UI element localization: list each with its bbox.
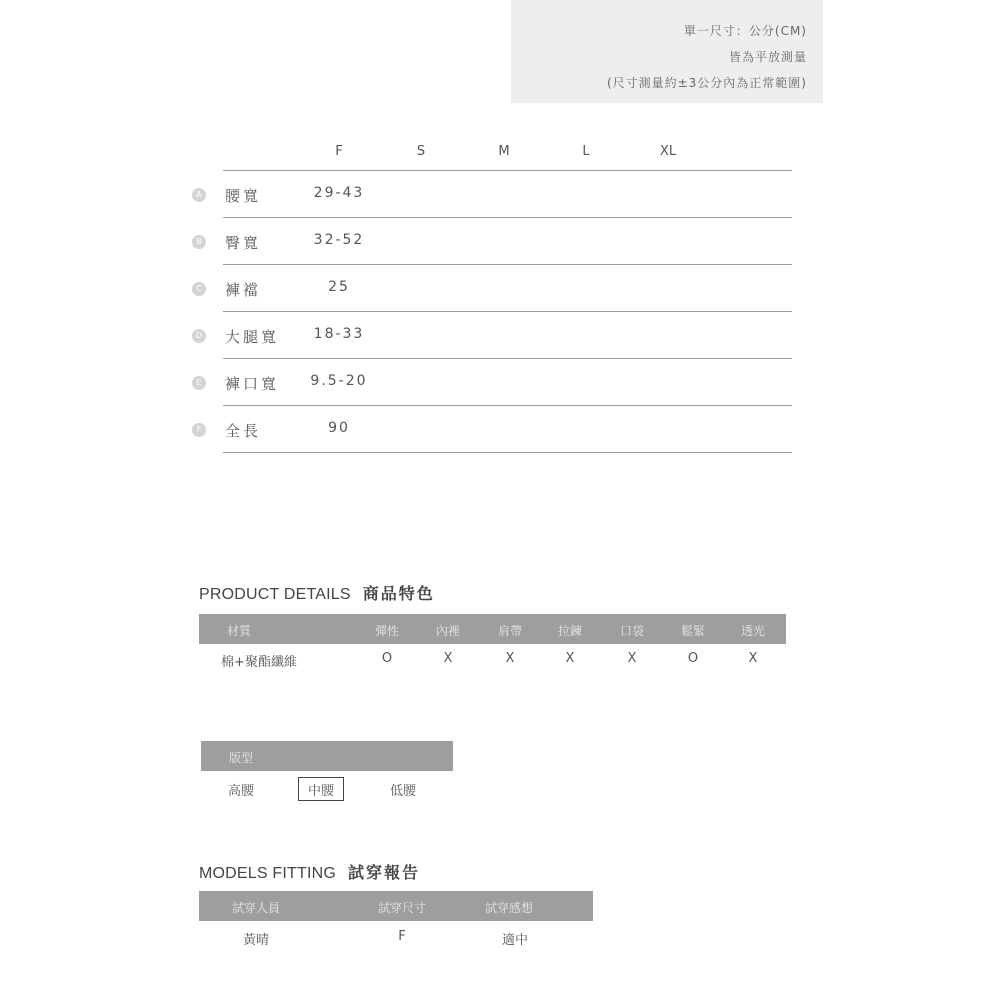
product-details-title: [199, 581, 435, 604]
header-zipper: 拉鍊: [557, 624, 583, 638]
note-tolerance: (尺寸測量約±3公分內為正常範圍): [606, 76, 807, 90]
fit-option-high: 高腰: [227, 784, 255, 799]
row-label: 褲口寬: [225, 375, 280, 393]
fit-header-label: 版型: [228, 751, 254, 765]
row-value-f: 18-33: [313, 326, 365, 342]
row-value-f: 9.5-20: [310, 373, 368, 389]
size-header-row: [223, 140, 792, 171]
header-waistband: 鬆緊: [680, 624, 706, 638]
row-marker-icon: C: [192, 282, 206, 296]
product-details-title-zh: 商品特色: [362, 584, 435, 603]
header-material: 材質: [226, 624, 252, 638]
row-marker-icon: B: [192, 235, 206, 249]
size-row-thigh: [195, 312, 792, 359]
size-row-waist: [196, 171, 792, 218]
value-zipper: X: [565, 651, 575, 666]
note-unit: 單一尺寸：公分(CM): [683, 24, 807, 38]
fit-option-low: 低腰: [389, 784, 417, 799]
fit-header: [201, 741, 453, 771]
row-label: 臀寬: [225, 234, 262, 252]
header-lining: 內裡: [435, 624, 461, 638]
row-label: 大腿寬: [225, 328, 280, 346]
header-straps: 肩帶: [497, 624, 523, 638]
value-fit-size: F: [398, 929, 406, 944]
size-header-m: M: [498, 144, 510, 159]
size-header-f: F: [335, 144, 343, 159]
fit-options: [201, 780, 453, 800]
row-label: 褲襠: [225, 281, 262, 299]
models-fitting-values: [199, 929, 593, 949]
header-sheerness: 透光: [740, 624, 766, 638]
row-value-f: 29-43: [313, 185, 365, 201]
value-pockets: X: [627, 651, 637, 666]
value-lining: X: [443, 651, 453, 666]
size-row-rise: [196, 265, 792, 312]
models-fitting-title-zh: 試穿報告: [348, 863, 421, 882]
header-fit-size: 試穿尺寸: [377, 901, 427, 915]
size-header-xl: XL: [659, 144, 677, 159]
models-fitting-header: [199, 891, 593, 921]
header-elasticity: 彈性: [374, 624, 400, 638]
value-material: 棉+聚酯纖維: [221, 655, 297, 670]
row-marker-icon: D: [192, 329, 206, 343]
value-impression: 適中: [501, 933, 529, 948]
row-label: 全長: [225, 422, 262, 440]
measurement-notes: [511, 0, 823, 103]
header-impression: 試穿感想: [484, 901, 534, 915]
value-straps: X: [505, 651, 515, 666]
value-sheerness: X: [748, 651, 758, 666]
row-value-f: 90: [328, 420, 350, 436]
value-elasticity: O: [381, 651, 393, 666]
row-value-f: 25: [328, 279, 350, 295]
row-marker-icon: A: [192, 188, 206, 202]
size-row-hem: [196, 359, 792, 406]
size-header-l: L: [582, 144, 590, 159]
product-details-values: [199, 651, 786, 671]
size-row-length: [196, 406, 792, 453]
value-waistband: O: [687, 651, 699, 666]
product-details-title-en: PRODUCT DETAILS: [199, 586, 351, 603]
models-fitting-title: [199, 860, 420, 883]
size-table: [192, 140, 792, 453]
note-flat: 皆為平放測量: [728, 50, 807, 64]
row-label: 腰寬: [225, 187, 262, 205]
models-fitting-title-en: MODELS FITTING: [199, 865, 337, 882]
value-model: 黃晴: [242, 933, 270, 948]
product-details-header: [199, 614, 786, 644]
fit-option-mid: 中腰: [307, 784, 335, 799]
size-header-s: S: [416, 144, 426, 159]
row-marker-icon: E: [192, 376, 206, 390]
size-row-hip: [196, 218, 792, 265]
header-pockets: 口袋: [619, 624, 645, 638]
row-value-f: 32-52: [313, 232, 365, 248]
row-marker-icon: F: [192, 423, 206, 437]
header-model: 試穿人員: [231, 901, 281, 915]
